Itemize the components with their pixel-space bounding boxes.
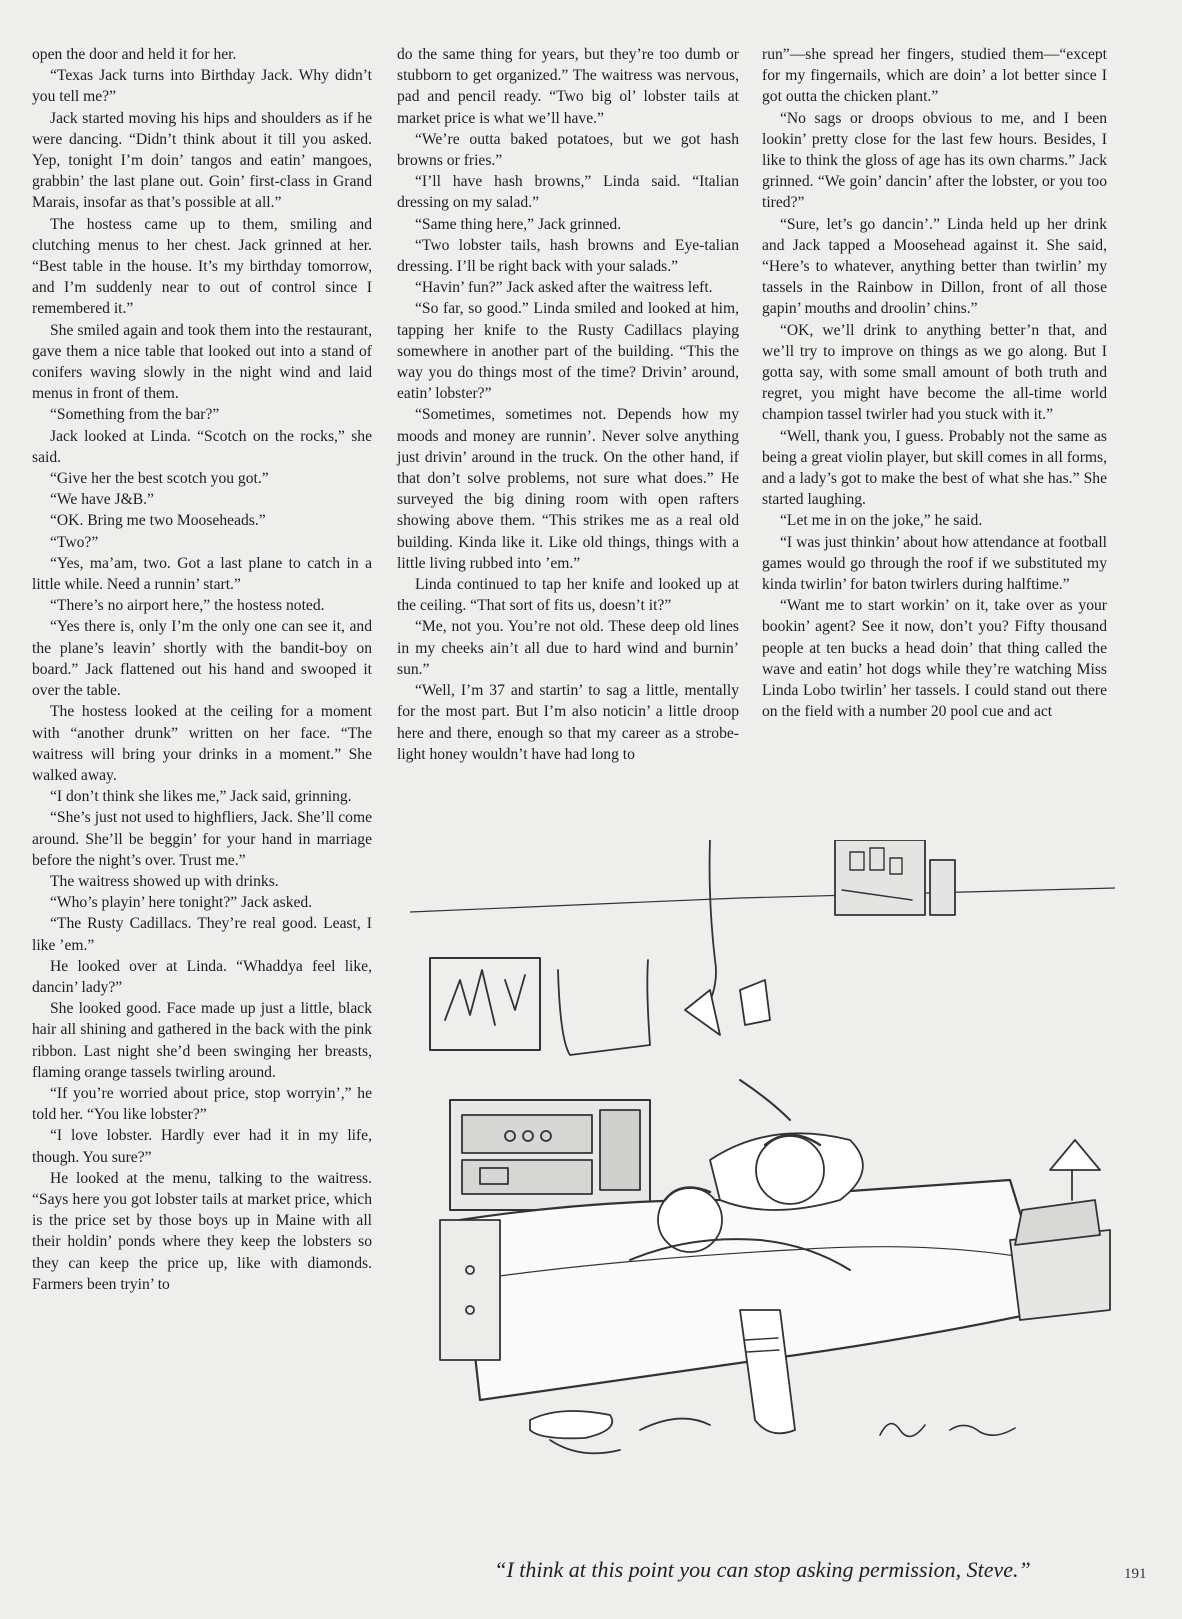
paragraph: “I love lobster. Hardly ever had it in my life, though. You sure?”	[32, 1127, 372, 1166]
paragraph: open the door and held it for her.	[32, 46, 237, 63]
paragraph: The waitress showed up with drinks.	[50, 872, 279, 890]
paragraph: “Two lobster tails, hash browns and Eye-talian dressing. I’ll be right back with your salads.”	[397, 236, 739, 276]
paragraph: “Texas Jack turns into Birthday Jack. Why didn’t you tell me?”	[32, 67, 372, 106]
paragraph: “We’re outta baked potatoes, but we got hash browns or fries.”	[397, 130, 739, 170]
paragraph: “There’s no airport here,” the hostess noted.	[50, 597, 325, 615]
paragraph: He looked over at Linda. “Whaddya feel like, dancin’ lady?”	[32, 957, 372, 996]
paragraph: “Let me in on the joke,” he said.	[780, 512, 983, 530]
page-number: 191	[1124, 1566, 1147, 1582]
paragraph: “Yes, ma’am, two. Got a last plane to catch in a little while. Need a runnin’ start.”	[32, 554, 372, 594]
paragraph: The hostess came up to them, smiling and clutching menus to her chest. Jack grinned at her. “Best table in the house. It’s my birthday tomorrow, and I’m suddenly near to out of control since I remembered it.”	[32, 215, 372, 318]
paragraph: “Who’s playin’ here tonight?” Jack asked.	[50, 894, 313, 912]
cartoon-caption: “I think at this point you can stop asking permission, Steve.”	[494, 1557, 1031, 1582]
paragraph: “Havin’ fun?” Jack asked after the waitress left.	[415, 279, 713, 297]
paragraph: “OK, we’ll drink to anything better’n that, and we’ll try to improve on things as we go along. But I gotta say, with some small amount of both truth and regret, you might have become the all-time world champion tassel twirler had you stuck with it.”	[762, 321, 1107, 424]
paragraph: “I was just thinkin’ about how attendance at football games would go through the roof if we substituted my kinda twirlin’ for baton twirlers during halftime.”	[762, 533, 1107, 594]
paragraph: She smiled again and took them into the restaurant, gave them a nice table that looked out into a stand of conifers waving slowly in the night wind and laid menus in front of them.	[32, 321, 372, 403]
paragraph: “Same thing here,” Jack grinned.	[415, 215, 622, 233]
text-column-1	[32, 44, 372, 1295]
paragraph: “She’s just not used to highfliers, Jack. She’ll come around. She’ll be beggin’ for your hand in marriage before the night’s over. Trust me.”	[32, 809, 372, 869]
paragraph: “Want me to start workin’ on it, take over as your bookin’ agent? See it now, don’t you? Fifty thousand people at ten bucks a head doin’ that thing called the wave and eatin’ hot dogs while they’re watching Miss Linda Lobo twirlin’ her tassels. I could stand out there on the field with a number 20 pool cue and act	[762, 597, 1107, 721]
paragraph: “We have J&B.”	[50, 491, 154, 509]
paragraph: “So far, so good.” Linda smiled and looked at him, tapping her knife to the Rusty Cadillacs playing somewhere in another part of the building. “This the way you do things most of the time? Drivin’ around, eatin’ lobster?”	[397, 300, 739, 403]
paragraph: “Sure, let’s go dancin’.” Linda held up her drink and Jack tapped a Moosehead against it. She said, “Here’s to whatever, anything better than twirlin’ my tassels in the Rainbow in Dillon, front of all those gapin’ mouths and droolin’ chins.”	[762, 215, 1107, 318]
paragraph: Linda continued to tap her knife and looked up at the ceiling. “That sort of fits us, doesn’t it?”	[397, 576, 739, 615]
paragraph: Jack started moving his hips and shoulders as if he were dancing. “Didn’t think about it till you asked. Yep, tonight I’m doin’ tangos and eatin’ mangoes, grabbin’ the last plane out. Goin’ first-class in Grand Marais, insofar as that’s possible at all.”	[32, 109, 372, 212]
paragraph: “I don’t think she likes me,” Jack said, grinning.	[50, 788, 352, 806]
paragraph: “Give her the best scotch you got.”	[50, 470, 269, 488]
cartoon-illustration	[410, 840, 1115, 1480]
paragraph: do the same thing for years, but they’re too dumb or stubborn to get organized.” The waitress was nervous, pad and pencil ready. “Two big ol’ lobster tails at market price is what we’ll have.”	[397, 46, 739, 127]
paragraph: “Something from the bar?”	[50, 406, 220, 424]
paragraph: “I’ll have hash browns,” Linda said. “Italian dressing on my salad.”	[397, 173, 739, 212]
paragraph: run”—she spread her fingers, studied them—“except for my fingernails, which are doin’ a lot better since I got outta the chicken plant.”	[762, 46, 1107, 106]
paragraph: “Yes there is, only I’m the only one can see it, and the plane’s leavin’ shortly with the bandit-boy on board.” Jack flattened out his hand and swooped it over the table.	[32, 618, 372, 700]
paragraph: “OK. Bring me two Mooseheads.”	[50, 512, 266, 530]
paragraph: “Well, thank you, I guess. Probably not the same as being a great violin player, but skill comes in all forms, and a lady’s got to make the best of what she has.” She started laughing.	[762, 427, 1107, 509]
paragraph: “If you’re worried about price, stop worryin’,” he told her. “You like lobster?”	[32, 1084, 372, 1124]
paragraph: He looked at the menu, talking to the waitress. “Says here you got lobster tails at market price, which is the price set by those boys up in Maine with all their holdin’ ponds where they keep the lobsters so they can keep the price up, like with diamonds. Farmers been tryin’ to	[32, 1169, 372, 1293]
paragraph: “Two?”	[50, 533, 99, 551]
paragraph: “No sags or droops obvious to me, and I been lookin’ pretty close for the last few hours. Besides, I like to think the gloss of age has its own charms.” Jack grinned. “We goin’ dancin’ after the lobster, or you too tired?”	[762, 109, 1107, 212]
paragraph: The hostess looked at the ceiling for a moment with “another drunk” written on her face. “The waitress will bring your drinks in a moment.” She walked away.	[32, 703, 372, 784]
paragraph: Jack looked at Linda. “Scotch on the rocks,” she said.	[32, 427, 372, 466]
paragraph: “Well, I’m 37 and startin’ to sag a little, mentally for the most part. But I’m also noticin’ a little droop here and there, enough so that my career as a strobe-light honey wouldn’t have had long to	[397, 682, 739, 763]
paragraph: “The Rusty Cadillacs. They’re real good. Least, I like ’em.”	[32, 915, 372, 954]
text-column-2	[397, 44, 739, 765]
text-column-3	[762, 44, 1107, 723]
paragraph: She looked good. Face made up just a little, black hair all shining and gathered in the back with the pink ribbon. Last night she’d been swinging her breasts, flaming orange tassels twirling around.	[32, 1000, 372, 1081]
paragraph: “Sometimes, sometimes not. Depends how my moods and money are runnin’. Never solve anything just drivin’ around in the truck. On the other hand, if that don’t solve problems, not sure what does.” He surveyed the big dining room with open rafters showing above them. “This strikes me as a real old building. Kinda like it. Like old things, things with a little living rubbed into ’em.”	[397, 406, 739, 572]
paragraph: “Me, not you. You’re not old. These deep old lines in my cheeks ain’t all due to hard wind and burnin’ sun.”	[397, 618, 739, 678]
